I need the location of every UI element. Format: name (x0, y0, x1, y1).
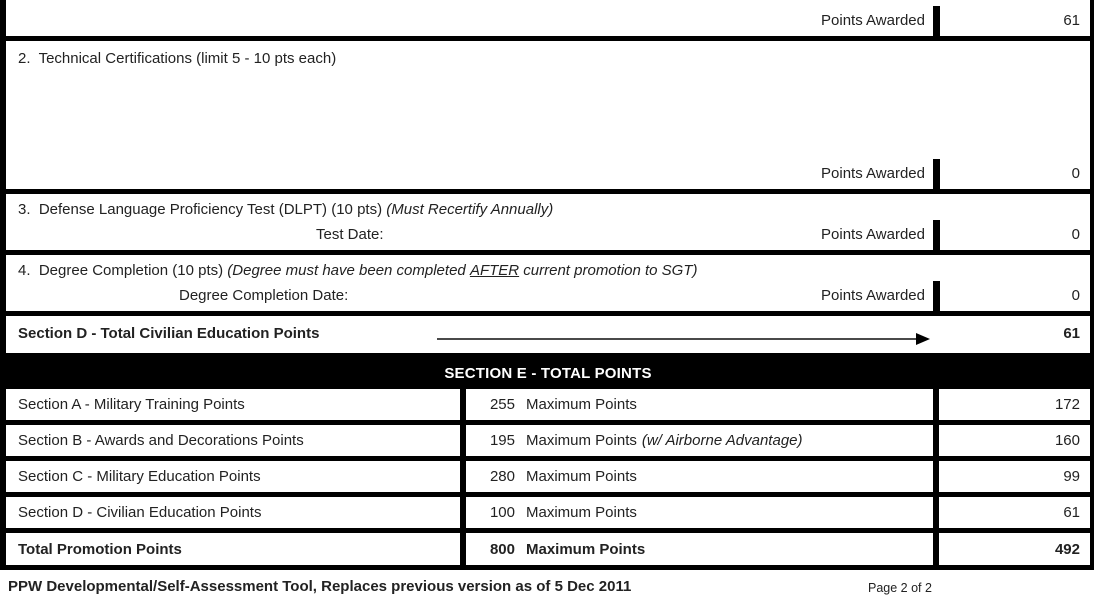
degree-completion-date-label: Degree Completion Date: (179, 287, 349, 304)
max-points-number: 195 (489, 432, 515, 449)
max-points-cell (466, 497, 933, 528)
degree-note-post: current promotion to SGT) (523, 262, 698, 279)
points-awarded-value: 61 (1063, 12, 1080, 29)
section-label-cell: Section A - Military Training Points (18, 396, 245, 413)
section-label-cell: Section C - Military Education Points (18, 468, 261, 485)
dlpt-title-text: 3. Defense Language Proficiency Test (DLPT) (10 pts) (18, 201, 383, 218)
points-awarded-line (821, 281, 1090, 311)
points-awarded-label: Points Awarded (821, 287, 925, 304)
table-row-section-b (6, 425, 1090, 461)
max-points-cell (466, 425, 933, 456)
degree-completion-row (6, 255, 1090, 316)
section-e-header: SECTION E - TOTAL POINTS (6, 358, 1090, 389)
section-d-total-value: 61 (1063, 325, 1080, 342)
cell-divider-bar (933, 281, 940, 311)
total-points-value-cell: 492 (1054, 540, 1080, 558)
max-points-label: Maximum Points (526, 540, 646, 558)
cell-divider-bar (933, 159, 940, 189)
degree-note-pre: (Degree must have been completed (227, 262, 466, 279)
section-label-cell: Section D - Civilian Education Points (18, 504, 262, 521)
points-awarded-line (821, 159, 1090, 189)
max-points-label: Maximum Points (526, 396, 637, 413)
max-points-note: (w/ Airborne Advantage) (641, 432, 803, 449)
points-value-cell: 172 (1054, 396, 1080, 413)
footer-title: PPW Developmental/Self-Assessment Tool, Replaces previous version as of 5 Dec 2011 (8, 578, 632, 595)
degree-title (18, 262, 698, 279)
arrow-line (437, 338, 916, 340)
total-arrow-icon (437, 333, 930, 345)
points-awarded-label: Points Awarded (821, 165, 925, 182)
cell-divider-bar (933, 220, 940, 250)
max-points-label: Maximum Points (526, 432, 637, 449)
table-row-section-a (6, 389, 1090, 425)
page-number: Page 2 of 2 (868, 581, 932, 595)
dlpt-row (6, 194, 1090, 255)
max-points-label: Maximum Points (526, 468, 637, 485)
max-points-cell (466, 389, 933, 420)
section-label-cell: Section B - Awards and Decorations Points (18, 432, 304, 449)
table-row-section-c (6, 461, 1090, 497)
certifications-entry-area[interactable] (18, 75, 920, 155)
technical-certifications-row (6, 41, 1090, 194)
page-footer (0, 570, 1094, 600)
points-awarded-value: 0 (1071, 287, 1080, 304)
test-date-label: Test Date: (316, 226, 384, 243)
arrow-head (916, 333, 930, 345)
dlpt-title (18, 201, 553, 218)
degree-note-after: AFTER (469, 262, 520, 279)
points-value-cell: 160 (1054, 432, 1080, 449)
degree-title-text: 4. Degree Completion (10 pts) (18, 262, 224, 279)
max-points-number: 100 (489, 504, 515, 521)
test-date-entry[interactable] (401, 223, 661, 245)
points-awarded-label: Points Awarded (821, 226, 925, 243)
points-awarded-line (821, 6, 1090, 36)
max-points-label: Maximum Points (526, 504, 637, 521)
section-d-total-row (6, 316, 1090, 358)
max-points-number: 280 (489, 468, 515, 485)
max-points-number: 800 (489, 540, 515, 558)
points-awarded-label: Points Awarded (821, 12, 925, 29)
cell-divider-bar (933, 6, 940, 36)
degree-completion-date-entry[interactable] (371, 284, 631, 306)
section-d-total-label: Section D - Total Civilian Education Points (18, 325, 320, 342)
table-row-total (6, 533, 1090, 570)
points-awarded-line (821, 220, 1090, 250)
points-value-cell: 99 (1063, 468, 1080, 485)
carryover-points-row (6, 0, 1090, 41)
max-points-cell (466, 461, 933, 492)
table-row-section-d (6, 497, 1090, 533)
points-awarded-value: 0 (1071, 165, 1080, 182)
points-awarded-value: 0 (1071, 226, 1080, 243)
points-value-cell: 61 (1063, 504, 1080, 521)
total-label-cell: Total Promotion Points (18, 540, 182, 558)
dlpt-title-note: (Must Recertify Annually) (386, 201, 554, 218)
technical-certifications-title: 2. Technical Certifications (limit 5 - 10 pts each) (18, 50, 337, 67)
total-max-points-cell (466, 533, 933, 565)
max-points-number: 255 (489, 396, 515, 413)
